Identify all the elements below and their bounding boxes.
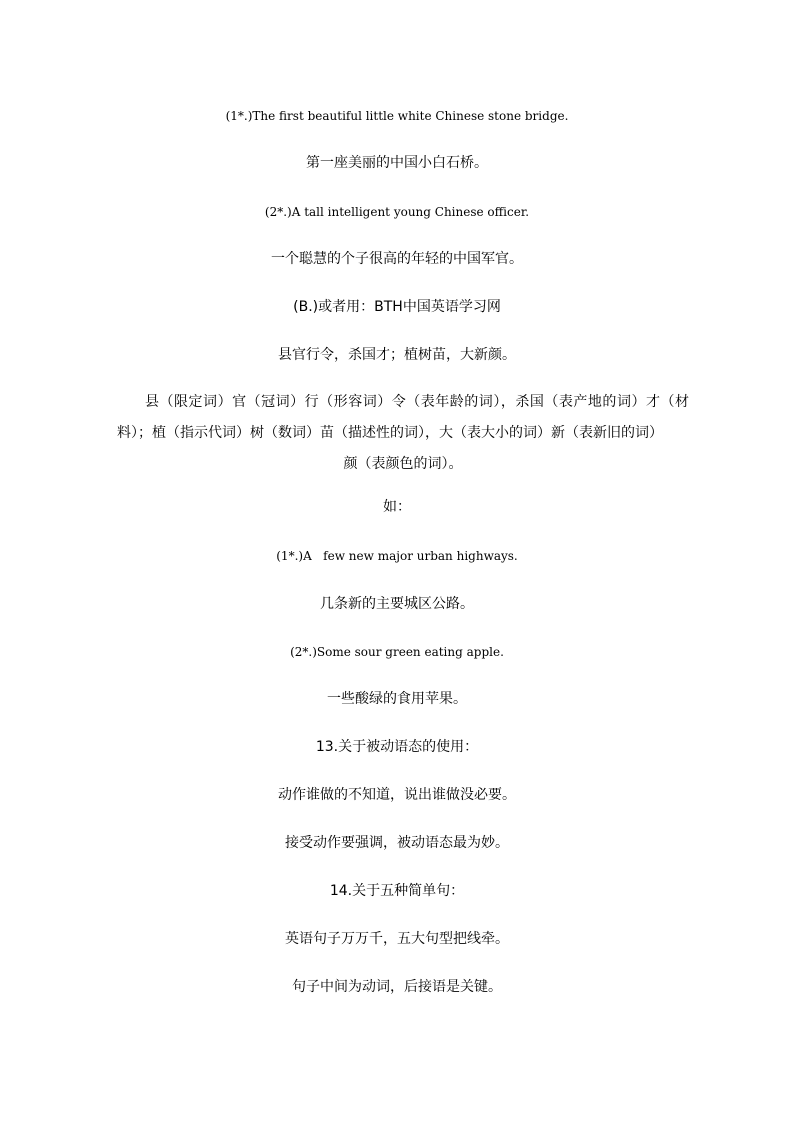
mnemonic-explanation xyxy=(117,387,689,480)
sentence-verse-1: 英语句子万万千，五大句型把线牵。 xyxy=(285,931,509,947)
example-3-chinese: 几条新的主要城区公路。 xyxy=(320,596,474,612)
example-1-chinese: 第一座美丽的中国小白石桥。 xyxy=(306,155,488,171)
example-4-chinese: 一些酸绿的食用苹果。 xyxy=(327,691,467,707)
alternative-rule-heading: (B.)或者用：BTH中国英语学习网 xyxy=(293,299,501,315)
mnemonic-explanation-text: 县（限定词）官（冠词）行（形容词）令（表年龄的词），杀国（表产地的词）才（材料）；植（指示代词）树（数词）苗（描述性的词），大（表大小的词）新（表新旧的词） xyxy=(117,394,689,441)
mnemonic-verse: 县官行令，杀国才；植树苗，大新颜。 xyxy=(278,347,516,363)
section-13-heading: 13.关于被动语态的使用： xyxy=(315,739,479,755)
example-2-chinese: 一个聪慧的个子很高的年轻的中国军官。 xyxy=(271,251,523,267)
sentence-verse-2: 句子中间为动词，后接语是关键。 xyxy=(292,979,502,995)
examples-label: 如： xyxy=(383,499,411,515)
example-3-english: (1*.)A few new major urban highways. xyxy=(276,549,518,563)
section-14-heading: 14.关于五种简单句： xyxy=(329,883,465,899)
example-2-english: (2*.)A tall intelligent young Chinese officer. xyxy=(264,205,530,219)
passive-verse-1: 动作谁做的不知道，说出谁做没必要。 xyxy=(278,787,516,803)
example-4-english: (2*.)Some sour green eating apple. xyxy=(290,645,504,659)
example-1-english: (1*.)The first beautiful little white Chinese stone bridge. xyxy=(225,109,569,123)
passive-verse-2: 接受动作要强调，被动语态最为妙。 xyxy=(285,835,509,851)
mnemonic-explanation-end: 颜（表颜色的词）。 xyxy=(343,456,463,472)
